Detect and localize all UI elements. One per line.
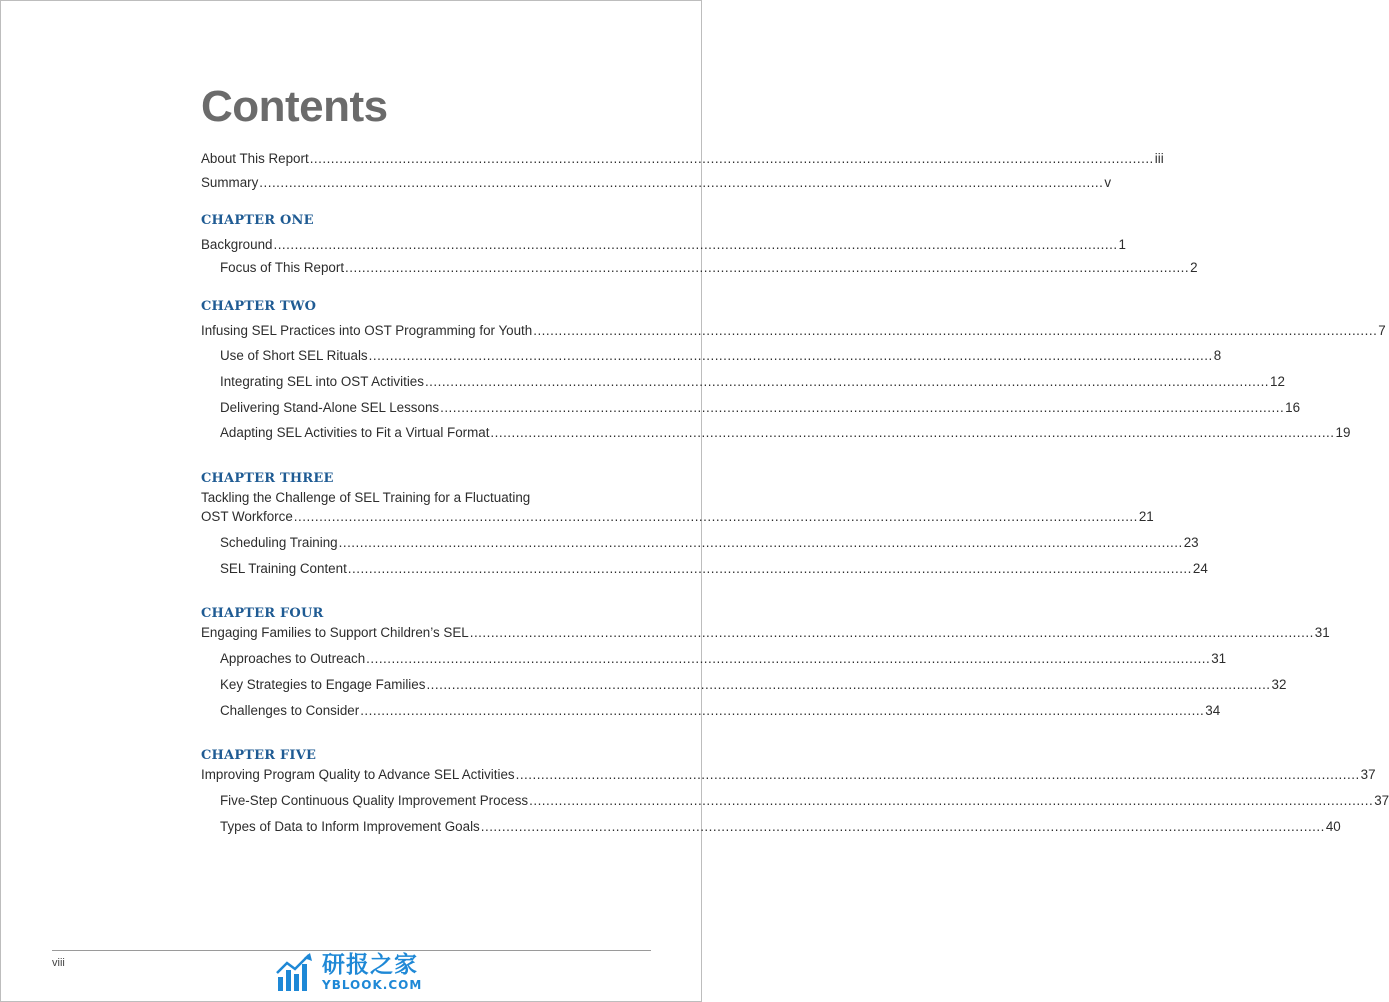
toc-entry-label: Key Strategies to Engage Families: [220, 677, 426, 692]
dot-leader: ........................................................................................................................................................................................................: [309, 151, 1154, 166]
watermark-cn-text: 研报之家: [322, 952, 418, 978]
dot-leader: ........................................................................................................................................................................................................: [347, 561, 1192, 576]
chapter-heading-three: CHAPTER THREE: [201, 471, 334, 486]
toc-entry-page: 23: [1183, 535, 1199, 550]
toc-subentry[interactable]: [220, 560, 1208, 578]
toc-subentry[interactable]: [220, 702, 1221, 720]
toc-entry-page: 37: [1374, 793, 1389, 808]
toc-entry-label: Delivering Stand-Alone SEL Lessons: [220, 400, 440, 415]
dot-leader: ........................................................................................................................................................................................................: [533, 323, 1378, 338]
toc-entry-label: Background: [201, 237, 273, 252]
toc-entry-label: Infusing SEL Practices into OST Programming for Youth: [201, 323, 533, 338]
toc-entry-page: 32: [1271, 677, 1287, 692]
toc-entry-label: Improving Program Quality to Advance SEL Activities: [201, 767, 515, 782]
toc-entry-label: Five-Step Continuous Quality Improvement Process: [220, 793, 529, 808]
toc-subentry[interactable]: [220, 676, 1287, 694]
dot-leader: ........................................................................................................................................................................................................: [426, 677, 1271, 692]
dot-leader: ........................................................................................................................................................................................................: [273, 237, 1118, 252]
dot-leader: ........................................................................................................................................................................................................: [345, 260, 1190, 275]
toc-entry-label: About This Report: [201, 151, 309, 166]
toc-entry-page: 2: [1190, 260, 1198, 275]
toc-entry[interactable]: [201, 236, 1126, 254]
toc-entry-page: iii: [1154, 151, 1164, 166]
toc-entry-label: Types of Data to Inform Improvement Goals: [220, 819, 480, 834]
dot-leader: ........................................................................................................................................................................................................: [338, 535, 1183, 550]
chapter-heading-four: CHAPTER FOUR: [201, 606, 324, 621]
toc-entry-page: 12: [1270, 374, 1285, 389]
dot-leader: ........................................................................................................................................................................................................: [259, 175, 1104, 190]
toc-entry-page: 1: [1118, 237, 1126, 252]
toc-entry-page: 31: [1314, 625, 1330, 640]
toc-entry-label: Approaches to Outreach: [220, 651, 366, 666]
toc-entry-label: OST Workforce: [201, 509, 293, 524]
toc-entry-page: 7: [1378, 323, 1386, 338]
dot-leader: ........................................................................................................................................................................................................: [368, 348, 1213, 363]
dot-leader: ........................................................................................................................................................................................................: [424, 374, 1270, 389]
toc-entry-page: 31: [1211, 651, 1227, 666]
dot-leader: ........................................................................................................................................................................................................: [469, 625, 1314, 640]
chapter-heading-five: CHAPTER FIVE: [201, 748, 317, 763]
dot-leader: ........................................................................................................................................................................................................: [366, 651, 1211, 666]
toc-entry-label: Engaging Families to Support Children’s SEL: [201, 625, 469, 640]
toc-entry-label: Focus of This Report: [220, 260, 345, 275]
page-number: viii: [52, 957, 65, 969]
toc-entry-label-line1[interactable]: Tackling the Challenge of SEL Training for a Fluctuating: [201, 490, 531, 505]
dot-leader: ........................................................................................................................................................................................................: [480, 819, 1325, 834]
toc-entry-page: 40: [1325, 819, 1341, 834]
toc-entry-label: Challenges to Consider: [220, 703, 360, 718]
toc-subentry[interactable]: [220, 399, 1301, 417]
toc-entry-page: 21: [1138, 509, 1154, 524]
footer-rule: [52, 950, 651, 951]
dot-leader: ........................................................................................................................................................................................................: [360, 703, 1205, 718]
dot-leader: ........................................................................................................................................................................................................: [440, 400, 1285, 415]
toc-entry-page: v: [1104, 175, 1112, 190]
toc-entry-page: 34: [1205, 703, 1221, 718]
toc-entry-label: Summary: [201, 175, 259, 190]
toc-entry-label: Adapting SEL Activities to Fit a Virtual Format: [220, 425, 490, 440]
toc-entry-label: Integrating SEL into OST Activities: [220, 374, 424, 389]
watermark-logo-icon: [275, 951, 317, 993]
dot-leader: ........................................................................................................................................................................................................: [293, 509, 1138, 524]
dot-leader: ........................................................................................................................................................................................................: [529, 793, 1374, 808]
toc-subentry[interactable]: [220, 650, 1227, 668]
toc-subentry[interactable]: [220, 373, 1285, 391]
toc-entry[interactable]: [201, 322, 1386, 340]
toc-entry-summary[interactable]: [201, 174, 1112, 192]
toc-subentry[interactable]: [220, 347, 1222, 365]
dot-leader: ........................................................................................................................................................................................................: [490, 425, 1335, 440]
watermark-en-text: YBLOOK.COM: [322, 978, 423, 992]
toc-entry[interactable]: [201, 508, 1154, 526]
toc-subentry[interactable]: [220, 818, 1341, 836]
toc-entry-page: 19: [1335, 425, 1351, 440]
toc-subentry[interactable]: [220, 792, 1389, 810]
toc-entry-page: 24: [1192, 561, 1208, 576]
toc-entry-page: 8: [1213, 348, 1222, 363]
toc-subentry[interactable]: [220, 534, 1199, 552]
toc-entry-about[interactable]: [201, 150, 1164, 168]
toc-entry-label: SEL Training Content: [220, 561, 347, 576]
toc-entry[interactable]: [201, 624, 1330, 642]
toc-entry-label: Scheduling Training: [220, 535, 338, 550]
toc-entry-page: 16: [1285, 400, 1301, 415]
toc-entry-label: Use of Short SEL Rituals: [220, 348, 368, 363]
page-title: Contents: [201, 82, 388, 131]
toc-subentry[interactable]: [220, 424, 1351, 442]
chapter-heading-one: CHAPTER ONE: [201, 213, 314, 228]
toc-entry-page: 37: [1360, 767, 1376, 782]
toc-entry[interactable]: [201, 766, 1376, 784]
chapter-heading-two: CHAPTER TWO: [201, 299, 317, 314]
toc-subentry[interactable]: [220, 259, 1198, 277]
dot-leader: ........................................................................................................................................................................................................: [515, 767, 1360, 782]
